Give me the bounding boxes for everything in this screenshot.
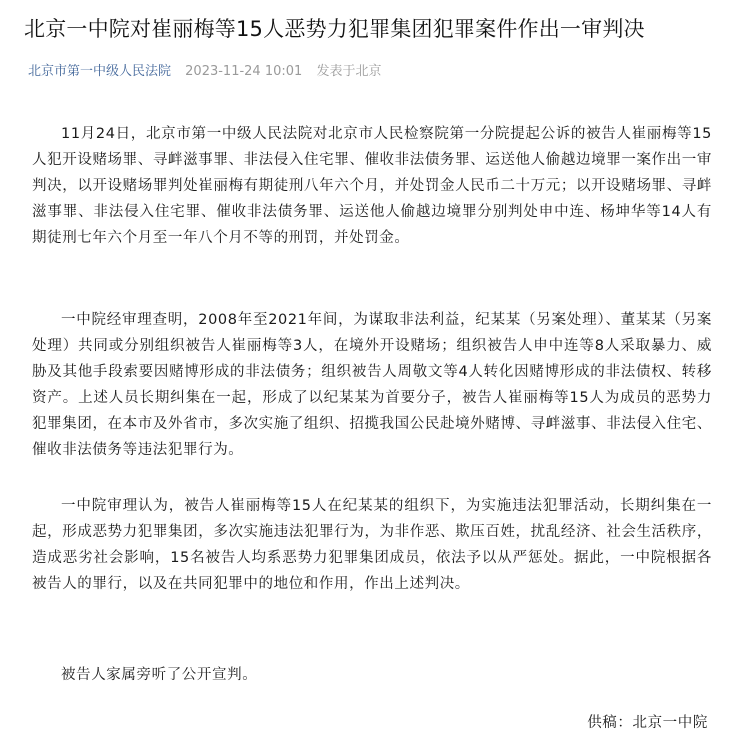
publish-location: 发表于北京 [316,64,382,79]
paragraph-3: 一中院审理认为，被告人崔丽梅等15人在纪某某的组织下，为实施违法犯罪活动，长期纠集在一起，形成恶势力犯罪集团，多次实施违法犯罪行为，为非作恶、欺压百姓，扰乱经济、社会生活秩序，造成恶劣社会影响，15名被告人均系恶势力犯罪集团成员，依法予以从严惩处。据此，一中院根据各被告人的罪行，以及在共同犯罪中的地位和作用，作出上述判决。 [32,498,712,592]
article-title: 北京一中院对崔丽梅等15人恶势力犯罪集团犯罪案件作出一审判决 [24,17,645,41]
paragraph-1: 11月24日，北京市第一中级人民法院对北京市人民检察院第一分院提起公诉的被告人崔丽梅等15人犯开设赌场罪、寻衅滋事罪、非法侵入住宅罪、催收非法债务罪、运送他人偷越边境罪一案作出一审判决，以开设赌场罪判处崔丽梅有期徒刑八年六个月，并处罚金人民币二十万元；以开设赌场罪、寻衅滋事罪、非法侵入住宅罪、催收非法债务罪、运送他人偷越边境罪分别判处申中连、杨坤华等14人有期徒刑七年六个月至一年八个月不等的刑罚，并处罚金。 [32,126,712,246]
source-link[interactable]: 北京市第一中级人民法院 [28,64,172,79]
publish-time: 2023-11-24 10:01 [185,64,303,79]
article-credit: 供稿：北京一中院 [587,715,708,731]
article-meta [28,63,381,81]
paragraph-2: 一中院经审理查明，2008年至2021年间，为谋取非法利益，纪某某（另案处理）、董某某（另案处理）共同或分别组织被告人崔丽梅等3人，在境外开设赌场；组织被告人申中连等8人采取暴力、威胁及其他手段索要因赌博形成的非法债务；组织被告人周敬文等4人转化因赌博形成的非法债权、转移资产。上述人员长期纠集在一起，形成了以纪某某为首要分子，被告人崔丽梅等15人为成员的恶势力犯罪集团，在本市及外省市，多次实施了组织、招揽我国公民赴境外赌博、寻衅滋事、非法侵入住宅、催收非法债务等违法犯罪行为。 [32,312,712,458]
paragraph-4: 被告人家属旁听了公开宣判。 [61,667,258,683]
